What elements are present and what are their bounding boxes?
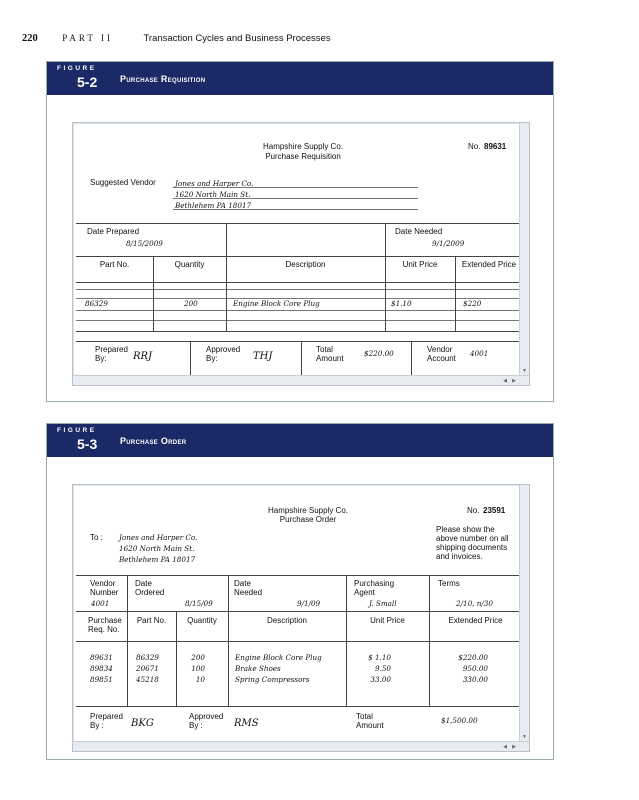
column-header-quantity: Quantity bbox=[174, 260, 205, 269]
figure-5-2 bbox=[46, 61, 554, 402]
scroll-left-icon[interactable]: ◀ bbox=[503, 744, 507, 750]
figure-title: Purchase Order bbox=[120, 436, 187, 446]
column-header-part-no: Part No. bbox=[136, 616, 167, 625]
date-needed-label: Date Needed bbox=[395, 227, 443, 236]
total-amount: $1,500.00 bbox=[441, 716, 478, 725]
figure-number: 5-3 bbox=[77, 436, 98, 452]
purchasing-agent-label-2: Agent bbox=[354, 588, 375, 597]
vendor-line-1: Jones and Harper Co. bbox=[175, 179, 254, 188]
scroll-down-icon[interactable]: ▼ bbox=[522, 734, 527, 740]
scroll-left-icon[interactable]: ◀ bbox=[503, 378, 507, 384]
company-name: Hampshire Supply Co. bbox=[262, 142, 344, 151]
date-ordered-label: Date bbox=[135, 579, 152, 588]
note-line-1: Please show the bbox=[436, 525, 495, 534]
approved-by-label: By: bbox=[206, 354, 218, 363]
row-description: Spring Compressors bbox=[235, 675, 310, 684]
scroll-right-icon[interactable]: ▶ bbox=[512, 378, 516, 384]
date-prepared-label: Date Prepared bbox=[87, 227, 140, 236]
doc-number-label: No. bbox=[468, 142, 481, 151]
approved-by-initials: THJ bbox=[253, 351, 273, 362]
date-needed-label: Date bbox=[234, 579, 251, 588]
row-req-no: 89834 bbox=[90, 664, 113, 673]
figure-title: Purchase Requisition bbox=[120, 74, 206, 84]
row-extended-price: 950.00 bbox=[462, 664, 488, 673]
vendor-number-label-2: Number bbox=[90, 588, 119, 597]
vertical-scrollbar[interactable] bbox=[519, 485, 529, 742]
scroll-right-icon[interactable]: ▶ bbox=[512, 744, 516, 750]
vendor-underline bbox=[173, 198, 418, 199]
row-part-no: 86329 bbox=[136, 653, 159, 662]
doc-number: 89631 bbox=[484, 142, 507, 151]
column-header-description: Description bbox=[285, 260, 326, 269]
doc-number: 23591 bbox=[483, 506, 506, 515]
row-description: Engine Block Core Plug bbox=[233, 299, 320, 308]
column-header-extended-price: Extended Price bbox=[461, 260, 517, 269]
vendor-account-label-2: Account bbox=[427, 354, 456, 363]
total-label: Total bbox=[316, 345, 333, 354]
date-ordered: 8/15/09 bbox=[185, 599, 213, 608]
form-title: Purchase Requisition bbox=[265, 152, 341, 161]
total-label: Total bbox=[356, 712, 373, 721]
grid-line bbox=[411, 341, 412, 375]
prepared-by-initials: RRJ bbox=[133, 351, 153, 362]
row-quantity: 100 bbox=[191, 664, 205, 673]
horizontal-scrollbar[interactable] bbox=[73, 741, 529, 751]
figure-label: FIGURE bbox=[57, 65, 97, 72]
grid-line bbox=[76, 341, 522, 342]
grid-line bbox=[76, 223, 522, 224]
note-line-4: and invoices. bbox=[436, 552, 483, 561]
approved-label: Approved bbox=[189, 712, 224, 721]
total-amount-label: Amount bbox=[316, 354, 344, 363]
column-header-req-no-2: Req. No. bbox=[88, 625, 120, 634]
part-label: PART II bbox=[62, 33, 113, 43]
vendor-account: 4001 bbox=[470, 349, 489, 358]
figure-5-3 bbox=[46, 423, 554, 760]
requisition-window bbox=[72, 122, 530, 386]
purchase-order-window bbox=[72, 484, 530, 752]
row-req-no: 89631 bbox=[90, 653, 113, 662]
grid-line bbox=[76, 611, 522, 612]
to-line-3: Bethlehem PA 18017 bbox=[119, 555, 196, 564]
company-name: Hampshire Supply Co. bbox=[267, 506, 349, 515]
grid-line bbox=[385, 282, 386, 331]
grid-line bbox=[76, 331, 522, 332]
vendor-label: Suggested Vendor bbox=[90, 178, 156, 187]
column-header-req-no: Purchase bbox=[88, 616, 122, 625]
column-header-unit-price: Unit Price bbox=[402, 260, 438, 269]
date-prepared: 8/15/2009 bbox=[126, 239, 163, 248]
row-part-no: 45218 bbox=[136, 675, 159, 684]
to-line-1: Jones and Harper Co. bbox=[119, 533, 198, 542]
row-quantity: 10 bbox=[195, 675, 205, 684]
grid-line bbox=[190, 341, 191, 375]
grid-line bbox=[127, 575, 128, 706]
to-label: To : bbox=[90, 533, 103, 542]
figure-label: FIGURE bbox=[57, 427, 97, 434]
page-number: 220 bbox=[22, 33, 38, 44]
grid-line bbox=[226, 223, 227, 282]
row-unit-price: $1.10 bbox=[391, 299, 412, 308]
grid-line bbox=[385, 223, 386, 282]
approved-by-initials: RMS bbox=[234, 718, 259, 729]
terms: 2/10, n/30 bbox=[456, 599, 493, 608]
purchasing-agent-label: Purchasing bbox=[354, 579, 395, 588]
approved-label: Approved bbox=[206, 345, 241, 354]
prepared-by-initials: BKG bbox=[131, 718, 154, 729]
row-description: Brake Shoes bbox=[235, 664, 281, 673]
column-header-unit-price: Unit Price bbox=[370, 616, 405, 625]
vendor-underline bbox=[173, 187, 418, 188]
row-extended-price: 330.00 bbox=[462, 675, 488, 684]
chapter-title: Transaction Cycles and Business Processes bbox=[143, 33, 331, 44]
grid-line bbox=[429, 575, 430, 611]
scroll-down-icon[interactable]: ▼ bbox=[522, 368, 527, 374]
grid-line bbox=[76, 706, 522, 707]
row-unit-price: 9.50 bbox=[374, 664, 391, 673]
grid-line bbox=[226, 282, 227, 331]
row-part-no: 86329 bbox=[85, 299, 108, 308]
vendor-line-2: 1620 North Main St. bbox=[175, 190, 251, 199]
prepared-label: Prepared bbox=[90, 712, 123, 721]
vendor-line-3: Bethlehem PA 18017 bbox=[175, 201, 252, 210]
to-line-2: 1620 North Main St. bbox=[119, 544, 195, 553]
vendor-number: 4001 bbox=[91, 599, 110, 608]
date-needed-label-2: Needed bbox=[234, 588, 263, 597]
date-ordered-label-2: Ordered bbox=[135, 588, 165, 597]
prepared-by-label: By: bbox=[95, 354, 107, 363]
row-req-no: 89851 bbox=[90, 675, 113, 684]
running-head bbox=[22, 33, 331, 44]
figure-number: 5-2 bbox=[77, 74, 98, 90]
vendor-underline bbox=[173, 209, 418, 210]
grid-line bbox=[301, 341, 302, 375]
row-part-no: 20671 bbox=[136, 664, 159, 673]
row-quantity: 200 bbox=[184, 299, 198, 308]
row-extended-price: $220 bbox=[463, 299, 482, 308]
grid-line bbox=[76, 641, 522, 642]
column-header-description: Description bbox=[266, 616, 307, 625]
date-needed: 9/1/2009 bbox=[432, 239, 465, 248]
grid-line bbox=[346, 575, 347, 611]
total-amount-label: Amount bbox=[356, 721, 384, 730]
prepared-by-label: By : bbox=[90, 721, 104, 730]
row-unit-price: $ 1.10 bbox=[368, 653, 391, 662]
vendor-account-label: Vendor bbox=[427, 345, 453, 354]
form-title: Purchase Order bbox=[279, 515, 337, 524]
column-header-quantity: Quantity bbox=[187, 616, 217, 625]
row-description: Engine Block Core Plug bbox=[235, 653, 322, 662]
figure-header bbox=[47, 62, 553, 95]
vertical-scrollbar[interactable] bbox=[519, 123, 529, 376]
grid-line bbox=[228, 575, 229, 611]
prepared-label: Prepared bbox=[95, 345, 128, 354]
approved-by-label: By : bbox=[189, 721, 203, 730]
column-header-extended-price: Extended Price bbox=[448, 616, 503, 625]
figure-header bbox=[47, 424, 553, 457]
terms-label: Terms bbox=[438, 579, 460, 588]
row-unit-price: 33.00 bbox=[370, 675, 391, 684]
horizontal-scrollbar[interactable] bbox=[73, 375, 529, 385]
row-quantity: 200 bbox=[191, 653, 205, 662]
row-extended-price: $220.00 bbox=[458, 653, 488, 662]
vendor-number-label: Vendor bbox=[90, 579, 116, 588]
doc-number-label: No. bbox=[467, 506, 480, 515]
grid-line bbox=[76, 575, 522, 576]
note-line-3: shipping documents bbox=[436, 543, 508, 552]
date-needed: 9/1/09 bbox=[297, 599, 321, 608]
column-header-part-no: Part No. bbox=[99, 260, 130, 269]
note-line-2: above number on all bbox=[436, 534, 509, 543]
purchasing-agent: J. Small bbox=[369, 599, 397, 608]
total-amount: $220.00 bbox=[364, 349, 394, 358]
